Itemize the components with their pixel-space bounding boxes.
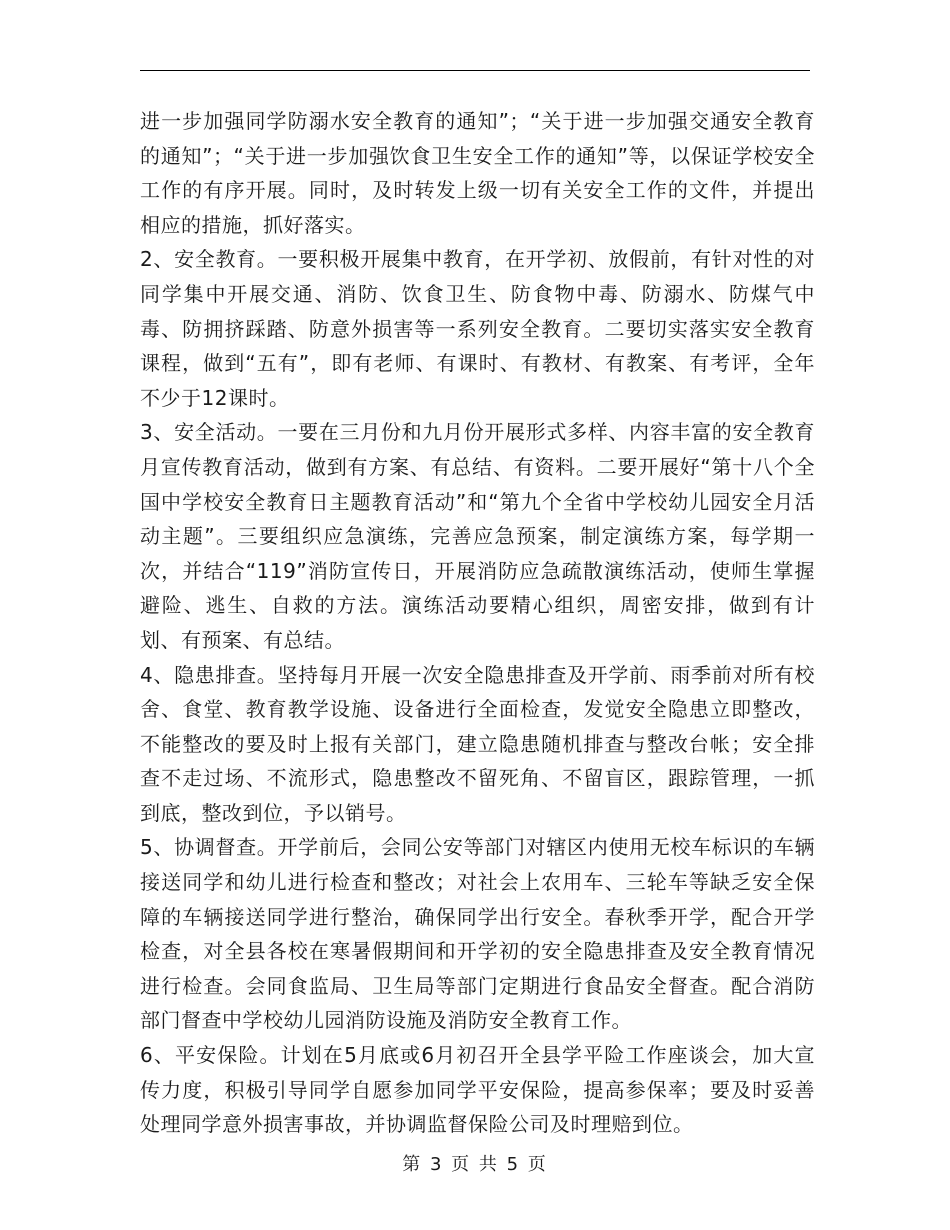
paragraph-safety-education: 2、安全教育。一要积极开展集中教育，在开学初、放假前，有针对性的对同学集中开展交通、消防、饮食卫生、防食物中毒、防溺水、防煤气中毒、防拥挤踩踏、防意外损害等一系列安全教育。二要切实落实安全教育课程，做到“五有”，即有老师、有课时、有教材、有教案、有考评，全年不少于12课时。	[140, 247, 815, 410]
paragraph-continuation: 进一步加强同学防溺水安全教育的通知”；“关于进一步加强交通安全教育的通知”；“关于进一步加强饮食卫生安全工作的通知”等，以保证学校安全工作的有序开展。同时，及时转发上级一切有关安全工作的文件，并提出相应的措施，抓好落实。	[140, 109, 815, 237]
paragraph-safety-activities: 3、安全活动。一要在三月份和九月份开展形式多样、内容丰富的安全教育月宣传教育活动，做到有方案、有总结、有资料。二要开展好“第十八个全国中学校安全教育日主题教育活动”和“第九个全省中学校幼儿园安全月活动主题”。三要组织应急演练，完善应急预案，制定演练方案，每学期一次，并结合“119”消防宣传日，开展消防应急疏散演练活动，使师生掌握避险、逃生、自救的方法。演练活动要精心组织，周密安排，做到有计划、有预案、有总结。	[140, 420, 815, 652]
page-footer: 第 3 页 共 5 页	[402, 1154, 548, 1175]
header-rule	[140, 70, 810, 71]
paragraph-coordination-supervision: 5、协调督查。开学前后，会同公安等部门对辖区内使用无校车标识的车辆接送同学和幼儿进行检查和整改；对社会上农用车、三轮车等缺乏安全保障的车辆接送同学进行整治，确保同学出行安全。春秋季开学，配合开学检查，对全县各校在寒暑假期间和开学初的安全隐患排查及安全教育情况进行检查。会同食监局、卫生局等部门定期进行食品安全督查。配合消防部门督查中学校幼儿园消防设施及消防安全教育工作。	[140, 835, 815, 1033]
document-body	[140, 104, 815, 1142]
paragraph-hazard-inspection: 4、隐患排查。坚持每月开展一次安全隐患排查及开学前、雨季前对所有校舍、食堂、教育教学设施、设备进行全面检查，发觉安全隐患立即整改，不能整改的要及时上报有关部门，建立隐患随机排查与整改台帐；安全排查不走过场、不流形式，隐患整改不留死角、不留盲区，跟踪管理，一抓到底，整改到位，予以销号。	[140, 662, 815, 825]
paragraph-safety-insurance: 6、平安保险。计划在5月底或6月初召开全县学平险工作座谈会，加大宣传力度，积极引导同学自愿参加同学平安保险，提高参保率；要及时妥善处理同学意外损害事故，并协调监督保险公司及时理赔到位。	[140, 1043, 815, 1137]
